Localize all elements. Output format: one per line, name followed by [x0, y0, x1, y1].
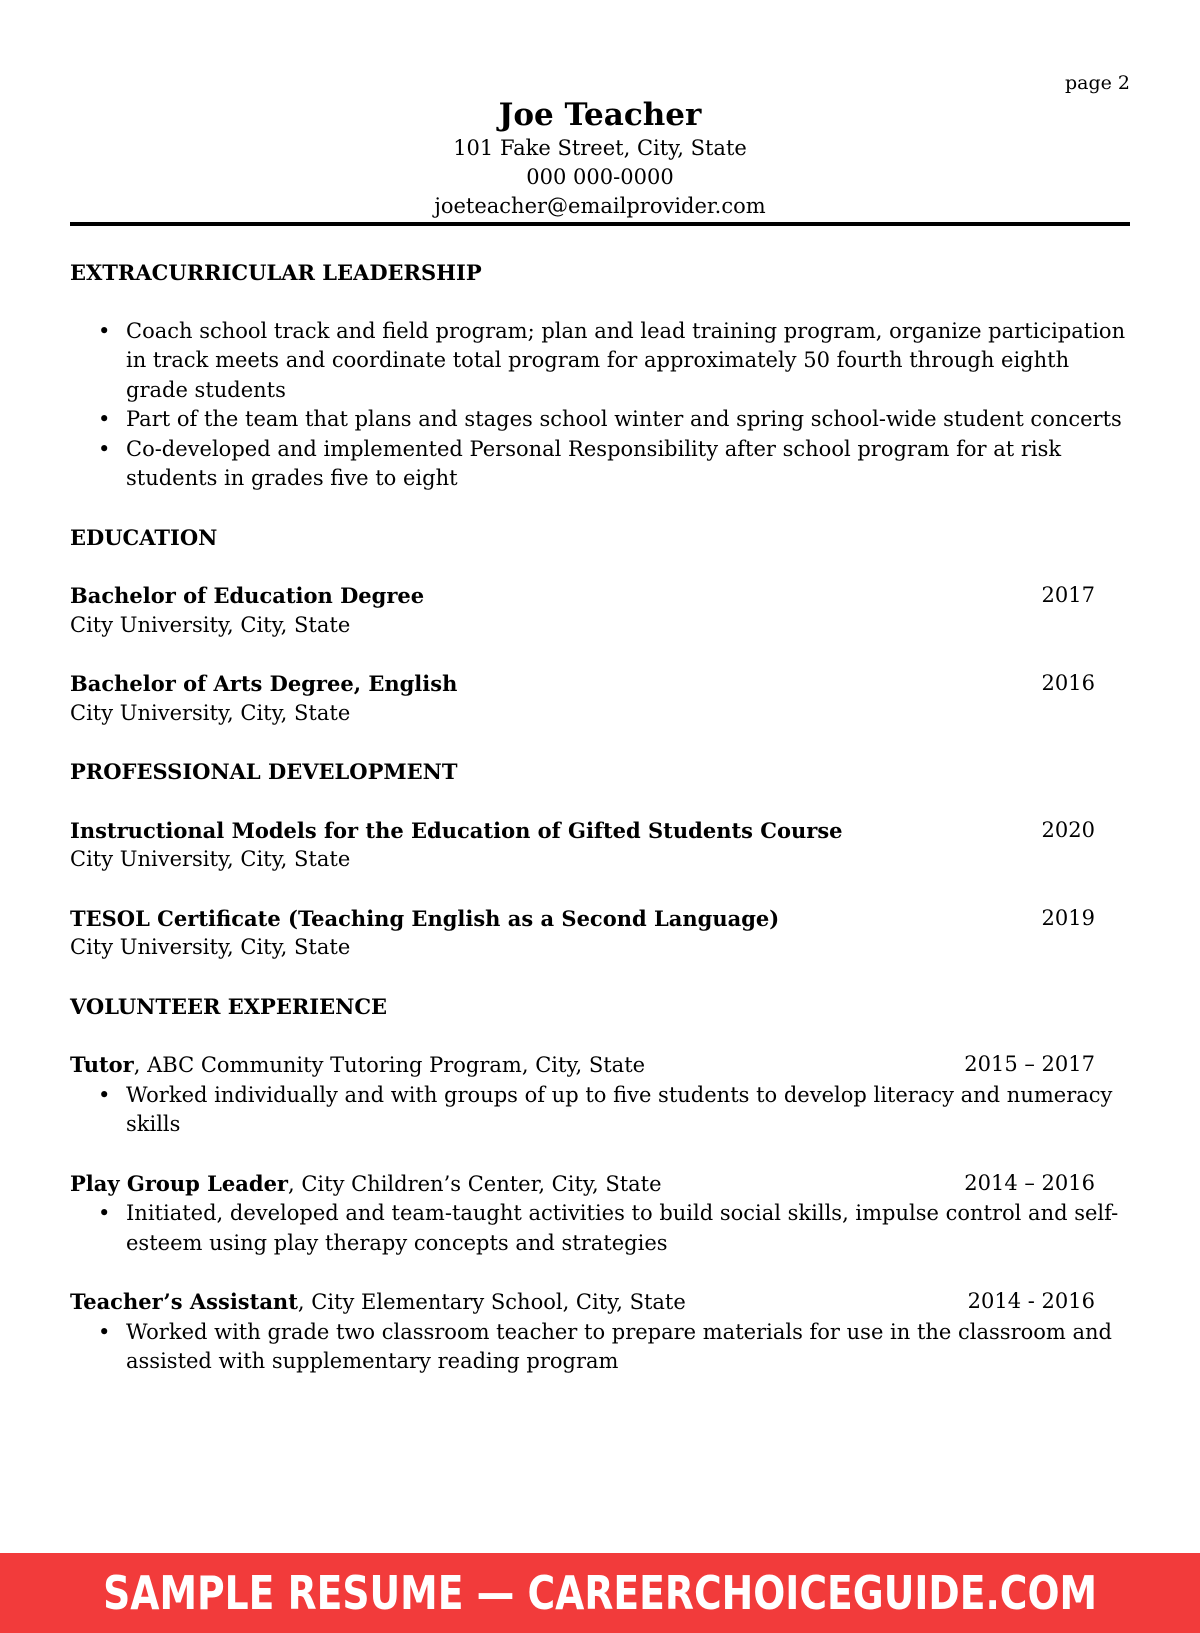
list-item: • Part of the team that plans and stages school winter and spring school-wide student concerts: [126, 405, 1130, 435]
entry-institution: City University, City, State: [70, 612, 351, 637]
section-heading-professional-development: PROFESSIONAL DEVELOPMENT: [70, 759, 458, 784]
banner-text: SAMPLE RESUME — CAREERCHOICEGUIDE.COM: [103, 1566, 1097, 1620]
entry-title: TESOL Certificate (Teaching English as a Second Language): [70, 905, 780, 931]
list-item: • Worked with grade two classroom teacher to prepare materials for use in the classroom and assisted with supplementary reading program: [126, 1318, 1130, 1377]
list-item: • Initiated, developed and team-taught activities to build social skills, impulse control and self-esteem using play therapy concepts and strategies: [126, 1199, 1130, 1258]
list-item: • Coach school track and field program; plan and lead training program, organize participation in track meets and coordinate total program for approximately 50 fourth through eighth grade students: [126, 317, 1130, 406]
phone: 000 000-0000: [526, 165, 674, 189]
entry-year: 2019: [1041, 905, 1095, 930]
volunteer-entry: [70, 1050, 1130, 1140]
section-heading-volunteer: VOLUNTEER EXPERIENCE: [70, 993, 388, 1019]
entry-years: 2015 – 2017: [964, 1052, 1095, 1076]
pd-entry: [70, 816, 1130, 875]
entry-organization: , City Elementary School, City, State: [297, 1290, 686, 1314]
resume-header: [70, 96, 1130, 221]
watermark-banner: [0, 1553, 1200, 1633]
entry-institution: City University, City, State: [70, 847, 351, 871]
entry-role: Tutor: [70, 1052, 134, 1077]
address: 101 Fake Street, City, State: [453, 136, 747, 160]
section-heading-education: EDUCATION: [70, 524, 218, 550]
entry-title: Instructional Models for the Education of Gifted Students Course: [70, 817, 843, 843]
entry-organization: , City Children’s Center, City, State: [288, 1171, 662, 1196]
list-item: • Co-developed and implemented Personal Responsibility after school program for at risk students in grades five to eight: [126, 435, 1130, 494]
entry-year: 2017: [1041, 583, 1095, 607]
email: joeteacher@emailprovider.com: [434, 194, 766, 218]
entry-role: Play Group Leader: [70, 1170, 288, 1196]
education-entry: [70, 581, 1130, 640]
entry-years: 2014 - 2016: [967, 1289, 1095, 1313]
entry-year: 2020: [1041, 817, 1095, 842]
candidate-name: Joe Teacher: [498, 97, 702, 133]
page-number: page 2: [1064, 72, 1130, 94]
entry-year: 2016: [1041, 671, 1095, 695]
section-heading-extracurricular: EXTRACURRICULAR LEADERSHIP: [70, 260, 482, 285]
extracurricular-list: [70, 317, 1130, 494]
entry-title: Bachelor of Education Degree: [70, 583, 425, 608]
resume-body: [70, 258, 1130, 1377]
volunteer-entry: [70, 1287, 1130, 1377]
entry-years: 2014 – 2016: [964, 1170, 1095, 1195]
education-entry: [70, 669, 1130, 728]
entry-title: Bachelor of Arts Degree, English: [70, 671, 458, 696]
entry-institution: City University, City, State: [70, 935, 351, 959]
entry-role: Teacher’s Assistant: [70, 1289, 298, 1314]
header-divider: [70, 222, 1130, 226]
pd-entry: [70, 904, 1130, 963]
volunteer-entry: [70, 1169, 1130, 1259]
entry-institution: City University, City, State: [70, 700, 351, 725]
list-item: • Worked individually and with groups of up to five students to develop literacy and numeracy skills: [126, 1081, 1130, 1140]
entry-organization: , ABC Community Tutoring Program, City, State: [133, 1053, 646, 1077]
